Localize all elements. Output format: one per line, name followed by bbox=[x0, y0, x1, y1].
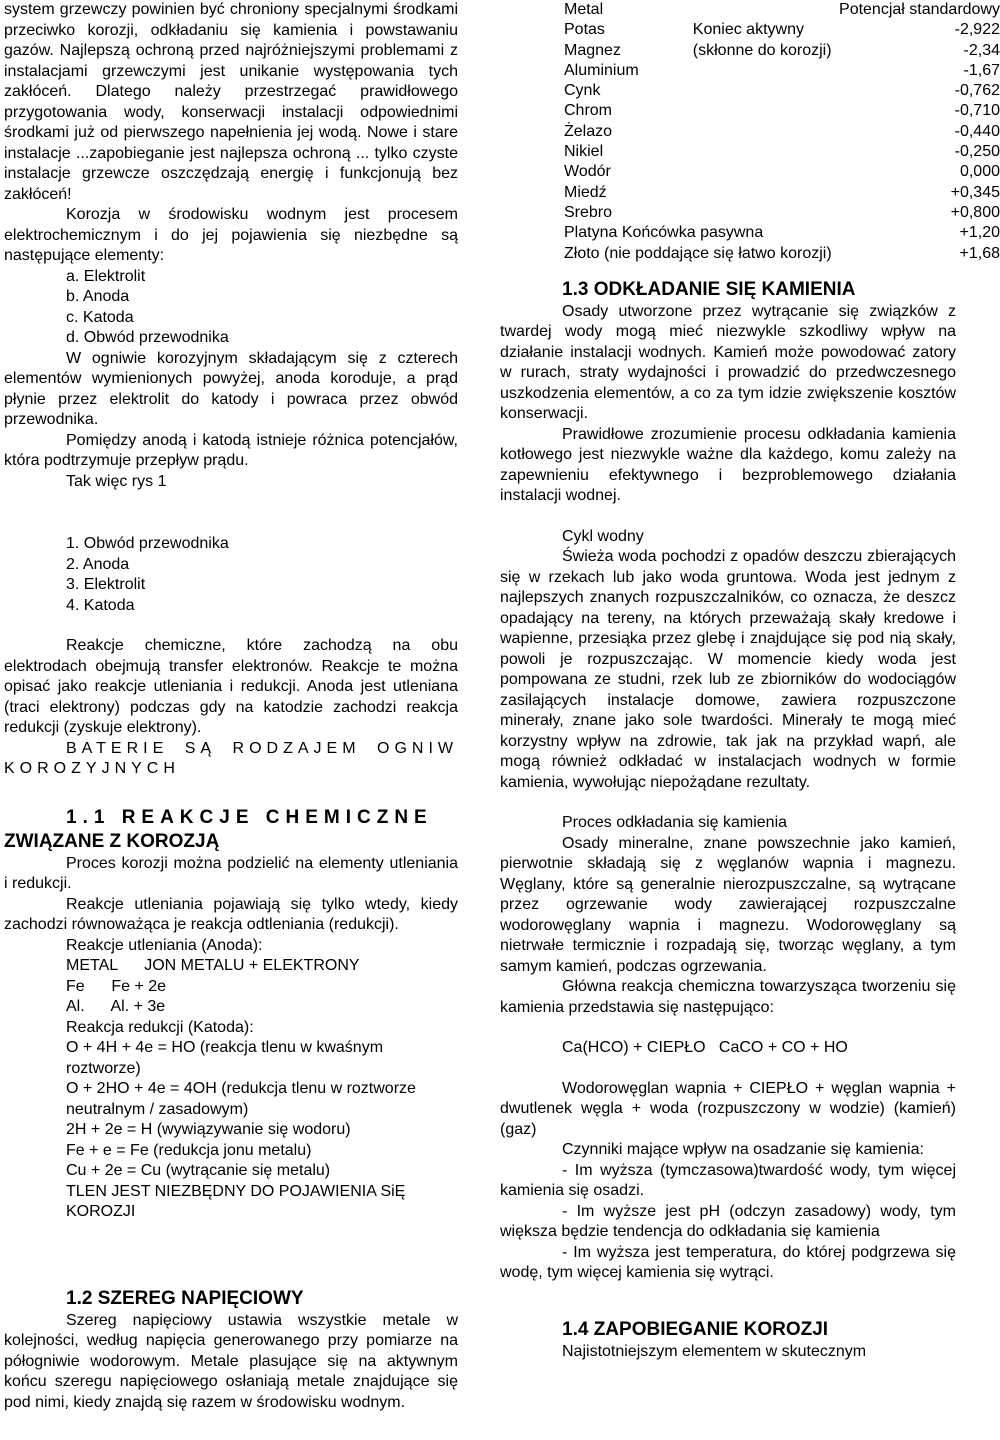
potential-cell: -1,67 bbox=[963, 61, 1000, 79]
potential-cell: +1,68 bbox=[959, 244, 1000, 262]
table-row bbox=[564, 122, 1000, 142]
table-row bbox=[564, 203, 1000, 223]
table-row bbox=[564, 162, 1000, 182]
note-cell bbox=[693, 183, 932, 203]
section-heading-1-1-cont: ZWIĄZANE Z KOROZJĄ bbox=[4, 830, 220, 852]
metal-cell: Chrom bbox=[564, 102, 613, 120]
list-item: 3. Elektrolit bbox=[66, 576, 146, 593]
oxidation-paragraph: Proces korozji można podzielić na elementy utleniania i redukcji. bbox=[4, 854, 458, 892]
factor-hardness: - Im wyższa (tymczasowa)twardość wody, tym więcej kamienia się osadzi. bbox=[500, 1161, 956, 1200]
metal-cell: Złoto (nie poddające się łatwo korozji) bbox=[564, 244, 832, 262]
reaction-line: METAL JON METALU + ELEKTRONY bbox=[66, 957, 360, 974]
reaction-line: 2H + 2e = H (wywiązywanie się wodoru) bbox=[66, 1121, 351, 1138]
note-cell: (skłonne do korozji) bbox=[692, 41, 832, 59]
potential-cell: -0,710 bbox=[954, 102, 1000, 120]
metal-cell: Miedź bbox=[564, 183, 607, 201]
list-item: a. Elektrolit bbox=[66, 267, 146, 285]
water-cycle-title: Cykl wodny bbox=[562, 527, 644, 545]
main-reaction-paragraph: Główna reakcja chemiczna towarzysząca tworzeniu się kamienia przedstawia się następująco: bbox=[500, 978, 956, 1016]
reaction-line: O + 4H + 4e = HO (reakcja tlenu w kwaśnym roztworze) bbox=[66, 1039, 384, 1077]
potential-cell: -2,34 bbox=[963, 41, 1000, 59]
section-heading-1-1: 1.1 REAKCJE CHEMICZNE bbox=[66, 806, 433, 828]
equation-description: Wodorowęglan wapnia + CIEPŁO + węglan wapnia + dwutlenek węgla + woda (rozpuszczony w wodzie) (kamień) (gaz) bbox=[500, 1079, 956, 1138]
note-cell bbox=[693, 142, 932, 162]
note-cell bbox=[693, 101, 932, 121]
reaction-line: Cu + 2e = Cu (wytrącanie się metalu) bbox=[66, 1162, 331, 1179]
potential-cell: +0,800 bbox=[950, 203, 1000, 221]
scale-equation: Ca(HCO) + CIEPŁO CaCO + CO + HO bbox=[562, 1039, 848, 1057]
batteries-note: BATERIE SĄ RODZAJEM OGNIW KOROZYJNYCH bbox=[4, 739, 458, 777]
potential-cell: -0,250 bbox=[954, 143, 1000, 161]
table-row bbox=[564, 142, 1000, 162]
table-row bbox=[564, 41, 1000, 61]
reaction-line: Reakcje utleniania (Anoda): bbox=[66, 936, 263, 954]
potential-cell: 0,000 bbox=[959, 163, 1000, 181]
reaction-line: O + 2HO + 4e = 4OH (redukcja tlenu w roztworze neutralnym / zasadowym) bbox=[66, 1080, 416, 1118]
potential-cell: +1,20 bbox=[959, 224, 1000, 242]
scale-paragraph: Osady utworzone przez wytrącanie się związków z twardej wody mogą mieć niezwykle szkodliwy wpływ na działanie instalacji wodnych. Kamień może powodować zatory w rurach, straty wydajności i prowadzić do przedwczesnego uszkodzenia elementów, a co za tym idzie zwiększenie kosztów konserwacji. bbox=[500, 302, 956, 423]
series-paragraph: Szereg napięciowy ustawia wszystkie metale w kolejności, według napięcia generowanego przy pomiarze na półogniwie wodorowym. Metale plasujące się na aktywnym końcu szeregu napięciowego osłaniają metale znajdujące się pod nimi, kiedy znajdą się razem w środowisku wodnym. bbox=[4, 1311, 458, 1411]
metal-cell: Żelazo bbox=[564, 122, 613, 140]
figure-legend bbox=[4, 534, 458, 616]
scale-process-paragraph: Osady mineralne, znane powszechnie jako kamień, pierwotnie składają się z węglanów wapnia i magnezu. Węglany, które są generalnie nierozpuszczalne, są wytrącane przez ogrzewanie wody zawierającej rozpuszczalne wodorowęglany wapnia i magnezu. Wodorowęglany są nietrwałe termicznie i rozpadają się, tworząc węglany, a tym samym kamień, podczas ogrzewania. bbox=[500, 834, 956, 975]
prevention-paragraph: Najistotniejszym elementem w skutecznym bbox=[562, 1342, 867, 1360]
potential-cell: -0,440 bbox=[954, 122, 1000, 140]
water-cycle-paragraph: Świeża woda pochodzi z opadów deszczu zbierających się w rzekach lub jako woda gruntowa. Woda jest jednym z najlepszych znanych rozpuszczalników, co oznacza, że deszcz opadający na tereny, na których przeważają skały kredowe i wapienne, przesiąka przez glebę i znajdujące się pod nią skały, powoli je rozpuszczając. W momencie kiedy woda jest pompowana ze studni, rzek lub ze zbiorników do wodociągów zasilających instalacje domowe, zawiera rozpuszczone minerały, znane jako sole twardości. Minerały te mogą mieć korzystny wpływ na zdrowie, tak jak na przykład wapń, ale mogą również odkładać w instalacjach wodnych w formie kamienia, wywołując niepożądane rezultaty. bbox=[500, 548, 956, 791]
reaction-line: TLEN JEST NIEZBĘDNY DO POJAWIENIA SiĘ KOROZJI bbox=[66, 1182, 406, 1220]
section-heading-1-4: 1.4 ZAPOBIEGANIE KOROZJI bbox=[562, 1318, 829, 1340]
table-row bbox=[564, 244, 1000, 264]
factor-ph: - Im wyższe jest pH (odczyn zasadowy) wody, tym większa będzie tendencja do odkładania się kamienia bbox=[500, 1202, 956, 1241]
note-cell bbox=[693, 81, 932, 101]
metal-cell: Platyna Końcówka pasywna bbox=[564, 224, 764, 242]
note-cell bbox=[693, 203, 932, 223]
reaction-line: Fe + e = Fe (redukcja jonu metalu) bbox=[66, 1141, 312, 1159]
note-cell bbox=[693, 122, 932, 142]
redox-paragraph: Reakcje utleniania pojawiają się tylko wtedy, kiedy zachodzi równoważąca je reakcja odtleniania (redukcji). bbox=[4, 895, 458, 933]
section-heading-1-2: 1.2 SZEREG NAPIĘCIOWY bbox=[66, 1287, 304, 1309]
elements-list bbox=[4, 267, 458, 349]
list-item: 2. Anoda bbox=[66, 555, 130, 573]
metal-cell: Nikiel bbox=[564, 143, 604, 161]
list-item: 4. Katoda bbox=[66, 596, 135, 614]
right-column bbox=[500, 0, 1000, 1362]
table-row bbox=[564, 20, 1000, 40]
section-heading-1-3: 1.3 ODKŁADANIE SIĘ KAMIENIA bbox=[562, 278, 856, 300]
intro-paragraph: system grzewczy powinien być chroniony specjalnymi środkami przeciwko korozji, odkładaniu się kamienia i powstawaniu gazów. Najlepszą ochroną przed najróżniejszymi problemami z instalacjami grzewczymi jest unikanie występowania tych zakłóceń. Dlatego należy przestrzegać prawidłowego przygotowania wody, konserwacji instalacji odpowiednimi środkami już od pierwszego napełnienia jej wodą. Nowe i stare instalacje ...zapobieganie jest najlepsza ochroną ... tylko czyste instalacje grzewcze oszczędzają energię i funkcjonują bez zakłóceń! bbox=[4, 1, 458, 203]
metal-cell: Magnez bbox=[564, 41, 621, 59]
table-row bbox=[564, 61, 1000, 81]
reaction-line: Al. Al. + 3e bbox=[66, 998, 166, 1015]
potential-cell: +0,345 bbox=[950, 183, 1000, 201]
table-row bbox=[564, 81, 1000, 101]
list-item: 1. Obwód przewodnika bbox=[66, 535, 229, 552]
potential-cell: -0,762 bbox=[954, 82, 1000, 100]
metal-cell: Metal bbox=[564, 1, 604, 18]
potential-table bbox=[564, 0, 1000, 264]
reactions-list bbox=[4, 936, 458, 1223]
metal-cell: Srebro bbox=[564, 203, 613, 221]
table-header-row bbox=[564, 0, 1000, 20]
corrosion-paragraph: Korozja w środowisku wodnym jest procesem elektrochemicznym i do jej pojawienia się niezbędne są następujące elementy: bbox=[4, 206, 458, 264]
potential-paragraph: Pomiędzy anodą i katodą istnieje różnica potencjałów, która podtrzymuje przepływ prądu. bbox=[4, 431, 458, 469]
figure-ref: Tak więc rys 1 bbox=[66, 472, 167, 490]
reaction-line: Fe Fe + 2e bbox=[66, 977, 167, 995]
reactions-paragraph: Reakcje chemiczne, które zachodzą na obu elektrodach obejmują transfer elektronów. Reakcje te można opisać jako reakcje utleniania i redukcji. Anoda jest utleniana (traci elektrony) podczas gdy na katodzie zachodzi reakcja redukcji (zyskuje elektrony). bbox=[4, 637, 458, 736]
list-item: c. Katoda bbox=[66, 308, 134, 326]
factor-temperature: - Im wyższa jest temperatura, do której podgrzewa się wodę, tym więcej kamienia się wytrąci. bbox=[500, 1243, 956, 1282]
metal-cell: Aluminium bbox=[564, 61, 639, 79]
list-item: d. Obwód przewodnika bbox=[66, 329, 229, 346]
reaction-line: Reakcja redukcji (Katoda): bbox=[66, 1018, 254, 1036]
scale-understanding-paragraph: Prawidłowe zrozumienie procesu odkładania kamienia kotłowego jest niezwykle ważne dla każdego, komu zależy na zapewnieniu efektywnego i bezproblemowego działania instalacji wodnej. bbox=[500, 425, 956, 505]
note-cell bbox=[693, 61, 932, 81]
table-row bbox=[564, 183, 1000, 203]
note-cell bbox=[693, 162, 932, 182]
scale-process-title: Proces odkładania się kamienia bbox=[562, 814, 788, 832]
potential-cell: -2,922 bbox=[954, 21, 1000, 39]
factors-paragraph: Czynniki mające wpływ na osadzanie się kamienia: bbox=[562, 1141, 924, 1159]
metal-cell: Wodór bbox=[564, 163, 611, 181]
table-row bbox=[564, 223, 1000, 243]
list-item: b. Anoda bbox=[66, 288, 130, 305]
metal-cell: Cynk bbox=[564, 82, 601, 100]
left-column bbox=[4, 0, 458, 1413]
cell-paragraph: W ogniwie korozyjnym składającym się z czterech elementów wymienionych powyżej, anoda koroduje, a prąd płynie przez elektrolit do katody i powraca przez obwód przewodnika. bbox=[4, 349, 458, 428]
note-cell: Koniec aktywny bbox=[692, 21, 804, 39]
metal-cell: Potas bbox=[564, 21, 605, 39]
table-row bbox=[564, 101, 1000, 121]
note-cell: Potencjał standardowy bbox=[839, 1, 1000, 18]
